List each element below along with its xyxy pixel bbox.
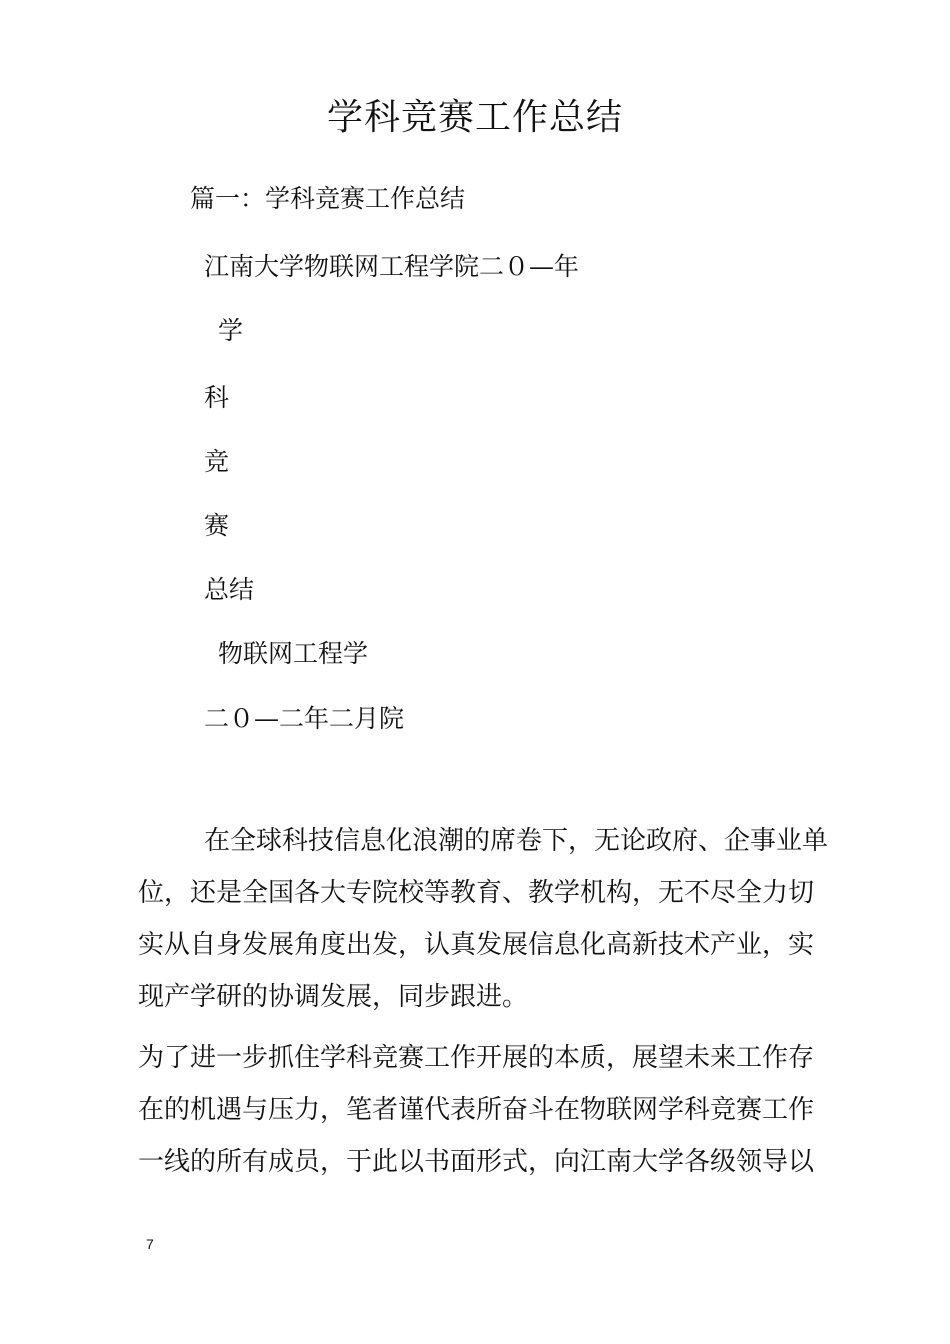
paragraph-2-line-3: 一线的所有成员，于此以书面形式，向江南大学各级领导以 (138, 1147, 815, 1177)
cover-line-summary: 总结 (204, 575, 255, 604)
paragraph-2-line-1: 为了进一步抓住学科竞赛工作开展的本质，展望未来工作存 (138, 1043, 815, 1073)
cover-line-char-2: 科 (204, 383, 230, 412)
page-number: 7 (146, 1236, 154, 1252)
paragraph-1-line-4: 现产学研的协调发展，同步跟进。 (138, 982, 529, 1012)
paragraph-1-line-2: 位，还是全国各大专院校等教育、教学机构，无不尽全力切 (138, 878, 815, 908)
cover-line-date: 二０—二年二月院 (204, 704, 405, 733)
cover-line-char-3: 竞 (204, 447, 230, 476)
cover-line-char-1: 学 (218, 316, 244, 345)
paragraph-1-line-3: 实从自身发展角度出发，认真发展信息化高新技术产业，实 (138, 930, 815, 960)
cover-line-section-heading: 篇一：学科竞赛工作总结 (190, 184, 466, 213)
paragraph-1-line-1: 在全球科技信息化浪潮的席卷下，无论政府、企事业单 (204, 826, 829, 856)
document-title: 学科竞赛工作总结 (326, 97, 623, 138)
cover-line-char-4: 赛 (204, 511, 230, 540)
paragraph-2-line-2: 在的机遇与压力，笔者谨代表所奋斗在物联网学科竞赛工作 (138, 1095, 815, 1125)
cover-line-department: 物联网工程学 (218, 639, 369, 668)
cover-line-school: 江南大学物联网工程学院二０—年 (204, 252, 580, 281)
